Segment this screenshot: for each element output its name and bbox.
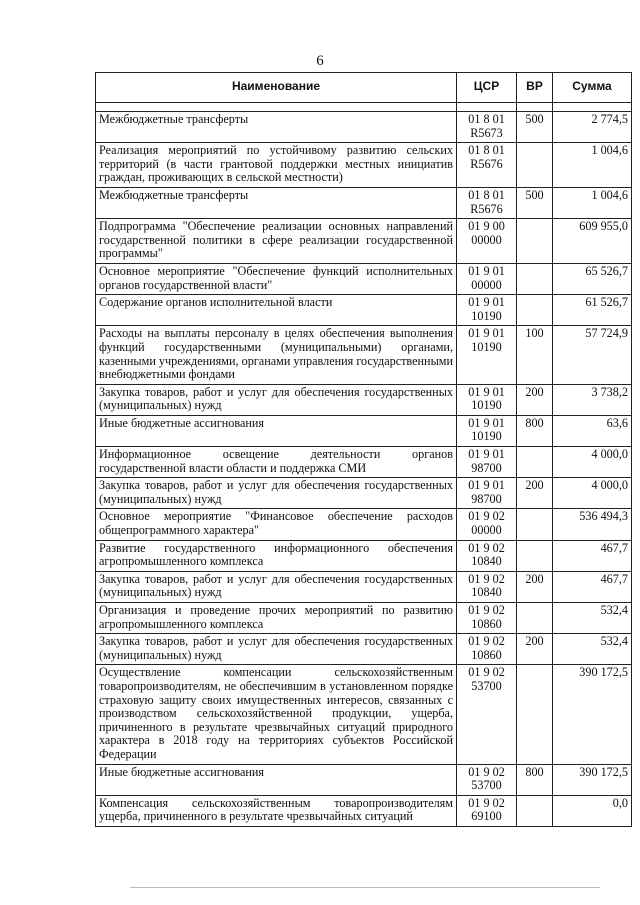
row-csr-cell: 01 9 01 98700 bbox=[457, 447, 517, 478]
table-row bbox=[96, 263, 632, 294]
header-csr: ЦСР bbox=[457, 73, 517, 103]
row-sum-cell: 3 738,2 bbox=[553, 384, 632, 415]
row-vr-cell: 800 bbox=[517, 415, 553, 446]
row-vr-cell bbox=[517, 509, 553, 540]
row-vr-cell: 500 bbox=[517, 112, 553, 143]
row-name-cell: Организация и проведение прочих мероприятий по развитию агропромышленного комплекса bbox=[96, 603, 457, 634]
table-row bbox=[96, 415, 632, 446]
table-row bbox=[96, 764, 632, 795]
row-sum-cell: 467,7 bbox=[553, 571, 632, 602]
row-name-cell: Иные бюджетные ассигнования bbox=[96, 764, 457, 795]
row-sum-cell: 536 494,3 bbox=[553, 509, 632, 540]
row-sum-cell: 0,0 bbox=[553, 795, 632, 826]
row-vr-cell bbox=[517, 603, 553, 634]
row-name-cell: Закупка товаров, работ и услуг для обеспечения государственных (муниципальных) нужд bbox=[96, 384, 457, 415]
table-row bbox=[96, 540, 632, 571]
table-row bbox=[96, 112, 632, 143]
row-sum-cell: 532,4 bbox=[553, 603, 632, 634]
row-vr-cell bbox=[517, 540, 553, 571]
header-vr: ВР bbox=[517, 73, 553, 103]
row-csr-cell: 01 9 02 53700 bbox=[457, 764, 517, 795]
header-name: Наименование bbox=[96, 73, 457, 103]
row-sum-cell: 390 172,5 bbox=[553, 764, 632, 795]
row-name-cell: Основное мероприятие "Обеспечение функций исполнительных органов государственной власти" bbox=[96, 263, 457, 294]
table-row bbox=[96, 384, 632, 415]
row-vr-cell bbox=[517, 447, 553, 478]
table-row bbox=[96, 326, 632, 384]
row-name-cell: Межбюджетные трансферты bbox=[96, 112, 457, 143]
row-sum-cell: 2 774,5 bbox=[553, 112, 632, 143]
table-row bbox=[96, 509, 632, 540]
row-csr-cell: 01 9 00 00000 bbox=[457, 219, 517, 264]
row-vr-cell bbox=[517, 143, 553, 188]
row-name-cell: Компенсация сельскохозяйственным товаропроизводителям ущерба, причиненного в результате чрезвычайных ситуаций bbox=[96, 795, 457, 826]
table-body bbox=[96, 103, 632, 827]
row-vr-cell: 200 bbox=[517, 634, 553, 665]
budget-table bbox=[95, 72, 632, 827]
row-vr-cell: 100 bbox=[517, 326, 553, 384]
row-sum-cell: 63,6 bbox=[553, 415, 632, 446]
table-row bbox=[96, 295, 632, 326]
row-sum-cell: 4 000,0 bbox=[553, 447, 632, 478]
table-row bbox=[96, 634, 632, 665]
row-name-cell: Закупка товаров, работ и услуг для обеспечения государственных (муниципальных) нужд bbox=[96, 478, 457, 509]
row-name-cell: Информационное освещение деятельности органов государственной власти области и поддержка СМИ bbox=[96, 447, 457, 478]
row-csr-cell: 01 8 01 R5676 bbox=[457, 143, 517, 188]
row-sum-cell: 1 004,6 bbox=[553, 187, 632, 218]
row-vr-cell: 800 bbox=[517, 764, 553, 795]
row-csr-cell: 01 9 02 00000 bbox=[457, 509, 517, 540]
row-name-cell: Реализация мероприятий по устойчивому развитию сельских территорий (в части грантовой поддержки местных инициатив граждан, проживающих в сельской местности) bbox=[96, 143, 457, 188]
row-csr-cell: 01 9 02 10860 bbox=[457, 634, 517, 665]
row-vr-cell bbox=[517, 263, 553, 294]
row-name-cell: Содержание органов исполнительной власти bbox=[96, 295, 457, 326]
row-csr-cell: 01 8 01 R5673 bbox=[457, 112, 517, 143]
row-sum-cell: 4 000,0 bbox=[553, 478, 632, 509]
table-row bbox=[96, 143, 632, 188]
row-csr-cell: 01 9 01 00000 bbox=[457, 263, 517, 294]
row-sum-cell: 390 172,5 bbox=[553, 665, 632, 764]
table-header-row bbox=[96, 73, 632, 103]
row-vr-cell: 500 bbox=[517, 187, 553, 218]
table-row bbox=[96, 571, 632, 602]
table-row bbox=[96, 665, 632, 764]
row-csr-cell: 01 9 01 10190 bbox=[457, 326, 517, 384]
row-sum-cell: 532,4 bbox=[553, 634, 632, 665]
table-row bbox=[96, 478, 632, 509]
table-row bbox=[96, 603, 632, 634]
row-sum-cell: 609 955,0 bbox=[553, 219, 632, 264]
row-sum-cell: 61 526,7 bbox=[553, 295, 632, 326]
row-sum-cell: 467,7 bbox=[553, 540, 632, 571]
header-sum: Сумма bbox=[553, 73, 632, 103]
row-vr-cell bbox=[517, 295, 553, 326]
table-row bbox=[96, 187, 632, 218]
row-csr-cell: 01 9 02 69100 bbox=[457, 795, 517, 826]
row-csr-cell: 01 9 01 98700 bbox=[457, 478, 517, 509]
bottom-scan-line bbox=[130, 887, 600, 888]
row-name-cell: Осуществление компенсации сельскохозяйственным товаропроизводителям, не обеспечившим в установленном порядке страховую защиту своих имущественных интересов, связанных с производством сельскохозяйственной продукции, ущерба, причиненного в результате чрезвычайных ситуаций природного характера в 2018 году на территориях субъектов Российской Федерации bbox=[96, 665, 457, 764]
row-sum-cell: 1 004,6 bbox=[553, 143, 632, 188]
row-sum-cell: 65 526,7 bbox=[553, 263, 632, 294]
row-vr-cell: 200 bbox=[517, 571, 553, 602]
table-row bbox=[96, 447, 632, 478]
row-name-cell: Закупка товаров, работ и услуг для обеспечения государственных (муниципальных) нужд bbox=[96, 634, 457, 665]
row-vr-cell: 200 bbox=[517, 384, 553, 415]
spacer-cell bbox=[457, 103, 517, 112]
spacer-cell bbox=[96, 103, 457, 112]
row-sum-cell: 57 724,9 bbox=[553, 326, 632, 384]
row-name-cell: Закупка товаров, работ и услуг для обеспечения государственных (муниципальных) нужд bbox=[96, 571, 457, 602]
table-row bbox=[96, 795, 632, 826]
page-number: 6 bbox=[316, 53, 324, 69]
row-name-cell: Основное мероприятие "Финансовое обеспечение расходов общепрограммного характера" bbox=[96, 509, 457, 540]
row-csr-cell: 01 9 01 10190 bbox=[457, 415, 517, 446]
row-vr-cell bbox=[517, 795, 553, 826]
row-name-cell: Развитие государственного информационного обеспечения агропромышленного комплекса bbox=[96, 540, 457, 571]
row-name-cell: Межбюджетные трансферты bbox=[96, 187, 457, 218]
row-csr-cell: 01 9 02 10860 bbox=[457, 603, 517, 634]
row-csr-cell: 01 9 01 10190 bbox=[457, 295, 517, 326]
table-spacer-row bbox=[96, 103, 632, 112]
row-csr-cell: 01 9 02 10840 bbox=[457, 540, 517, 571]
row-vr-cell: 200 bbox=[517, 478, 553, 509]
spacer-cell bbox=[553, 103, 632, 112]
row-csr-cell: 01 9 01 10190 bbox=[457, 384, 517, 415]
row-name-cell: Расходы на выплаты персоналу в целях обеспечения выполнения функций государственными (муниципальными) органами, казенными учреждениями, органами управления государственными внебюджетными фондами bbox=[96, 326, 457, 384]
table-row bbox=[96, 219, 632, 264]
row-name-cell: Подпрограмма "Обеспечение реализации основных направлений государственной политики в сфере реализации государственной программы" bbox=[96, 219, 457, 264]
row-vr-cell bbox=[517, 219, 553, 264]
spacer-cell bbox=[517, 103, 553, 112]
row-csr-cell: 01 9 02 53700 bbox=[457, 665, 517, 764]
row-csr-cell: 01 8 01 R5676 bbox=[457, 187, 517, 218]
row-csr-cell: 01 9 02 10840 bbox=[457, 571, 517, 602]
row-vr-cell bbox=[517, 665, 553, 764]
row-name-cell: Иные бюджетные ассигнования bbox=[96, 415, 457, 446]
